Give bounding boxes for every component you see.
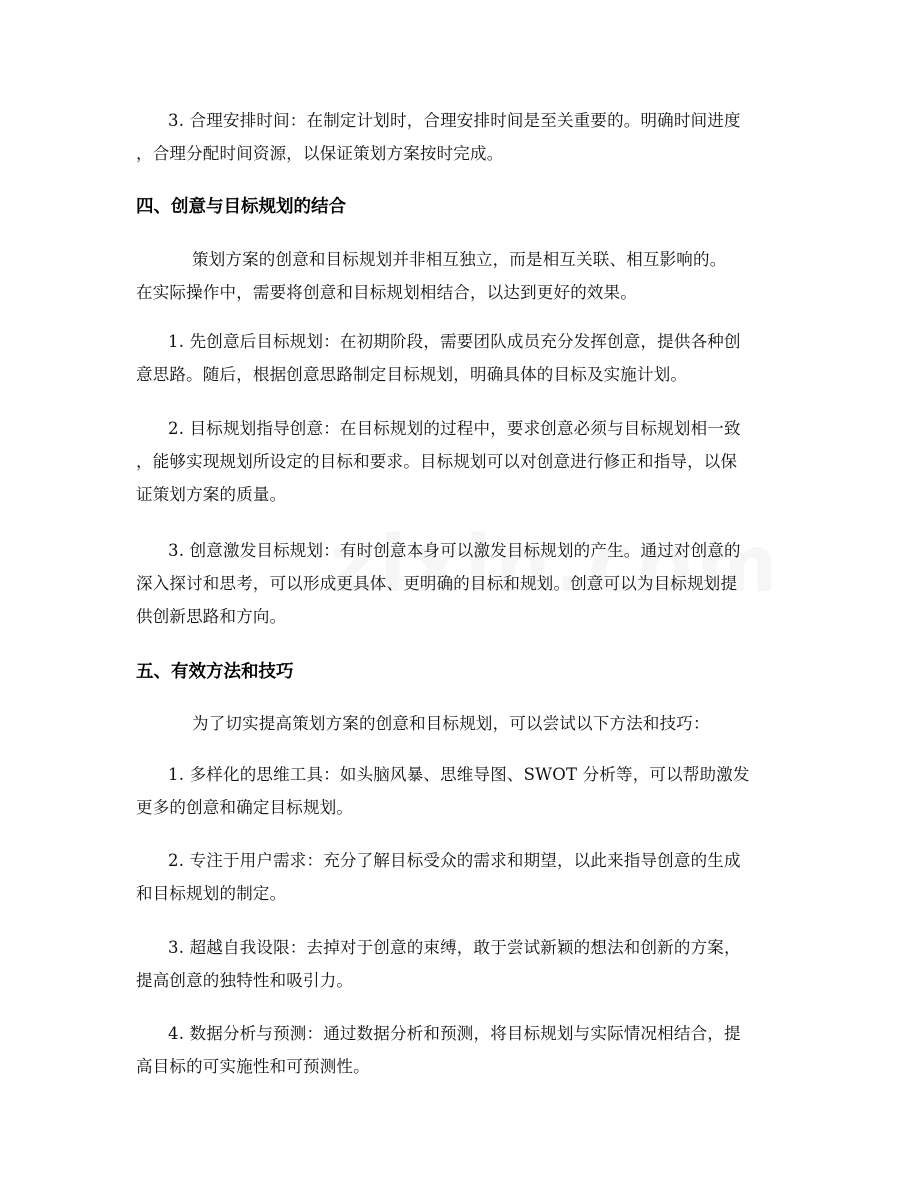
paragraph-line: 更多的创意和确定目标规划。 <box>136 798 354 817</box>
section-5-intro <box>136 707 786 740</box>
section-5-item-3 <box>136 931 786 997</box>
paragraph-line: 意思路。随后，根据创意思路制定目标规划，明确具体的目标及实施计划。 <box>136 365 688 384</box>
section-5-item-1 <box>136 758 786 824</box>
paragraph-line: ，能够实现规划所设定的目标和要求。目标规划可以对创意进行修正和指导，以保 <box>136 452 738 471</box>
section-4-item-2 <box>136 412 786 511</box>
paragraph-line: 3. 合理安排时间：在制定计划时，合理安排时间是至关重要的。明确时间进度 <box>168 111 741 130</box>
section-5-item-4 <box>136 1017 786 1083</box>
paragraph-line: 证策划方案的质量。 <box>136 485 287 504</box>
paragraph-line: 提高创意的独特性和吸引力。 <box>136 971 354 990</box>
paragraph-line: 深入探讨和思考，可以形成更具体、更明确的目标和规划。创意可以为目标规划提 <box>136 574 738 593</box>
paragraph-line: 1. 多样化的思维工具：如头脑风暴、思维导图、SWOT 分析等，可以帮助激发 <box>168 765 750 784</box>
section-5-item-2 <box>136 844 786 910</box>
paragraph-line: 供创新思路和方向。 <box>136 607 287 626</box>
section-heading-4: 四、创意与目标规划的结合 <box>136 197 346 217</box>
paragraph-line: 2. 专注于用户需求：充分了解目标受众的需求和期望，以此来指导创意的生成 <box>168 851 741 870</box>
paragraph-line: 高目标的可实施性和可预测性。 <box>136 1057 370 1076</box>
paragraph-line: 为了切实提高策划方案的创意和目标规划，可以尝试以下方法和技巧： <box>192 714 710 733</box>
paragraph-line: 和目标规划的制定。 <box>136 884 287 903</box>
paragraph-line: 4. 数据分析与预测：通过数据分析和预测，将目标规划与实际情况相结合，提 <box>168 1024 741 1043</box>
paragraph-line: 在实际操作中，需要将创意和目标规划相结合，以达到更好的效果。 <box>136 283 637 302</box>
paragraph-time-arrangement <box>136 104 786 170</box>
paragraph-line: ，合理分配时间资源，以保证策划方案按时完成。 <box>136 144 504 163</box>
section-heading-5: 五、有效方法和技巧 <box>136 662 294 682</box>
paragraph-line: 3. 创意激发目标规划：有时创意本身可以激发目标规划的产生。通过对创意的 <box>168 541 741 560</box>
paragraph-line: 2. 目标规划指导创意：在目标规划的过程中，要求创意必须与目标规划相一致 <box>168 419 741 438</box>
section-4-intro <box>136 243 786 309</box>
paragraph-line: 3. 超越自我设限：去掉对于创意的束缚，敢于尝试新颖的想法和创新的方案， <box>168 938 741 957</box>
section-4-item-3 <box>136 534 786 633</box>
paragraph-line: 1. 先创意后目标规划：在初期阶段，需要团队成员充分发挥创意，提供各种创 <box>168 332 741 351</box>
paragraph-line: 策划方案的创意和目标规划并非相互独立，而是相互关联、相互影响的。 <box>192 250 727 269</box>
section-4-item-1 <box>136 325 786 391</box>
